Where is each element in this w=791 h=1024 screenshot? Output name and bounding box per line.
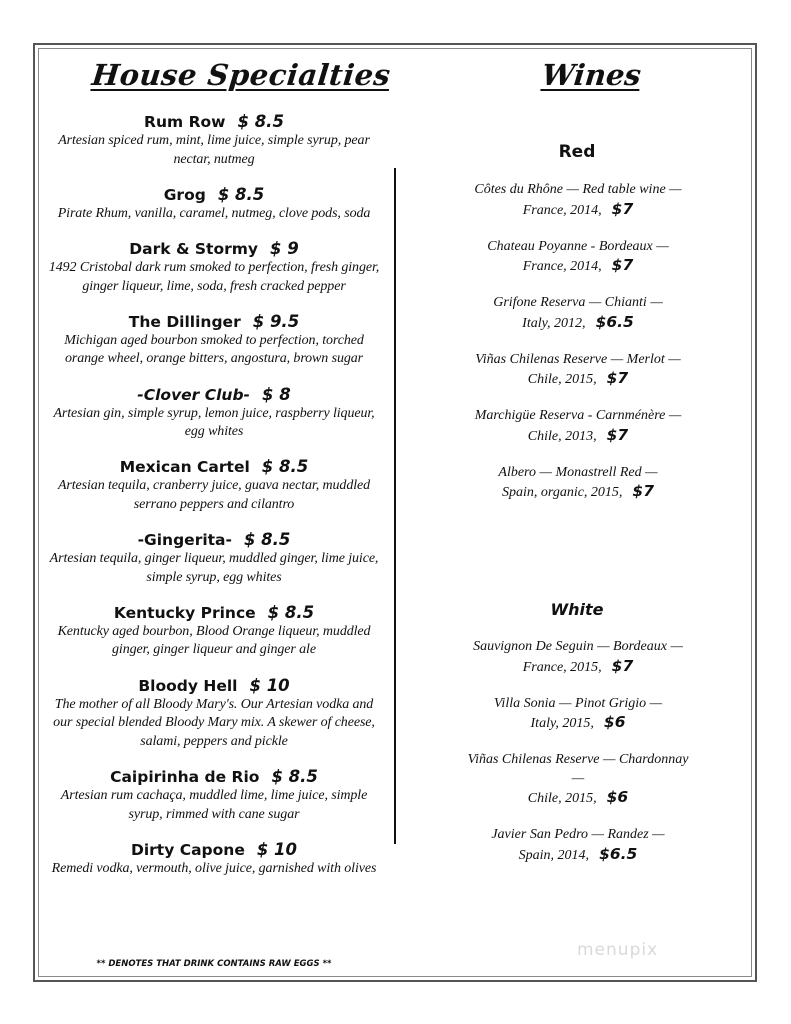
drink-price: $ 10 [249,675,290,695]
wine-origin: Chile, 2013, [527,428,597,444]
red-wines-title: Red [558,142,596,162]
drink-name: The Dillinger [128,312,241,331]
white-wines-title: White [550,600,604,619]
drink-item [44,112,384,169]
drink-name: Kentucky Prince [113,603,256,622]
drink-description: Artesian spiced rum, mint, lime juice, simple syrup, pear nectar, nutmeg [58,133,370,167]
drink-title [44,457,384,477]
raw-eggs-note: ** DENOTES THAT DRINK CONTAINS RAW EGGS ** [96,959,332,969]
drink-title [44,185,384,205]
wine-name-line: Villa Sonia — Pinot Grigio — [493,695,663,711]
drink-description: Pirate Rhum, vanilla, caramel, nutmeg, clove pods, soda [57,205,371,221]
wine-item [462,826,694,865]
wine-price: $7 [611,256,634,275]
wine-item [462,238,694,277]
drink-price: $ 8.5 [267,602,315,622]
wine-item [462,751,694,809]
wine-item [462,351,694,390]
house-specialties-heading: House Specialties [90,58,393,92]
drink-item [44,767,384,824]
drink-item [44,239,384,296]
wine-price: $7 [606,369,629,388]
wines-heading: Wines [540,58,643,92]
wine-name-line: Viñas Chilenas Reserve — Merlot — [475,351,681,367]
drink-list [44,112,384,894]
drink-name: -Clover Club- [137,385,250,404]
drink-item [44,312,384,369]
wine-name-line: Sauvignon De Seguin — Bordeaux — [473,639,683,654]
wine-price: $6 [606,788,629,807]
wine-name-line: Javier San Pedro — Randez — [491,827,665,843]
wine-price: $7 [611,656,634,675]
drink-title [44,840,384,860]
drink-description: The mother of all Bloody Mary's. Our Artesian vodka and our special blended Bloody Mary mix. A skewer of cheese, salami, peppers and pickle [53,696,375,749]
wine-name-line: Albero — Monastrell Red — [498,464,658,480]
drink-price: $ 9 [270,238,299,258]
wine-origin: France, 2014, [522,259,602,275]
wine-origin-line [462,313,694,334]
wine-origin-line [462,256,694,277]
drink-item [44,385,384,442]
drink-title [44,676,384,696]
drink-name: Dark & Stormy [129,239,258,258]
column-divider [394,168,396,844]
drink-price: $ 10 [256,839,298,859]
wine-origin-line [462,657,694,678]
drink-title [44,239,384,259]
wine-origin-line [462,482,694,503]
red-wine-list [462,181,694,521]
wine-item [462,181,694,220]
wine-origin: Chile, 2015, [527,372,597,388]
wine-name-line: Chateau Poyanne - Bordeaux — [487,238,669,254]
wine-price: $6 [603,713,626,732]
drink-description: Artesian rum cachaça, muddled lime, lime juice, simple syrup, rimmed with cane sugar [60,788,368,822]
drink-title [44,112,384,132]
drink-price: $ 9.5 [252,311,300,331]
wine-name-line: Viñas Chilenas Reserve — Chardonnay— [467,752,689,786]
drink-description: Artesian tequila, cranberry juice, guava nectar, muddled serrano peppers and cilantro [57,478,371,512]
wine-item [462,695,694,734]
wine-item [462,638,694,677]
wine-item [462,464,694,503]
wine-price: $7 [611,199,634,218]
menupix-watermark: menupix [577,940,659,960]
drink-name: Caipirinha de Rio [110,768,260,787]
drink-description: Artesian gin, simple syrup, lemon juice, raspberry liqueur, egg whites [53,405,375,440]
wine-origin-line [462,845,694,866]
wine-origin: Spain, 2014, [518,847,590,863]
drink-name: Dirty Capone [130,840,245,859]
wine-name-line: Marchigüe Reserva - Carnménère — [474,408,682,424]
drink-item [44,457,384,514]
drink-item [44,676,384,752]
white-wine-list [462,638,694,883]
wine-item [462,407,694,446]
drink-title [44,385,384,405]
drink-price: $ 8.5 [261,457,309,477]
drink-name: -Gingerita- [137,531,232,550]
wine-origin: Spain, organic, 2015, [502,485,623,501]
drink-price: $ 8.5 [217,184,265,204]
wine-origin-line [462,369,694,390]
drink-name: Grog [163,185,206,204]
drink-title [44,603,384,623]
drink-price: $ 8.5 [243,530,291,550]
wine-name-line: Grifone Reserva — Chianti — [493,295,663,311]
wine-item [462,294,694,333]
drink-price: $ 8.5 [237,112,284,131]
wine-price: $7 [632,482,654,501]
drink-item [44,185,384,224]
drink-description: Michigan aged bourbon smoked to perfection, torched orange wheel, orange bitters, angostura, brown sugar [64,332,364,367]
wine-origin: France, 2014, [522,202,602,218]
drink-title [44,767,384,787]
drink-name: Rum Row [144,113,226,131]
wine-origin-line [462,788,694,809]
wine-origin: Italy, 2012, [522,315,586,331]
drink-item [44,530,384,587]
drink-item [44,840,384,879]
wine-price: $6.5 [599,844,638,863]
drink-name: Bloody Hell [138,676,238,695]
wine-origin-line [462,426,694,447]
wine-origin-line [462,200,694,221]
drink-description: Remedi vodka, vermouth, olive juice, garnished with olives [51,860,377,876]
drink-description: Kentucky aged bourbon, Blood Orange liqueur, muddled ginger, ginger liqueur and ginger ale [57,623,371,658]
wine-origin: Chile, 2015, [527,791,597,807]
wine-origin: Italy, 2015, [530,716,594,732]
drink-item [44,603,384,660]
drink-description: Artesian tequila, ginger liqueur, muddled ginger, lime juice, simple syrup, egg whites [49,551,379,585]
wine-price: $6.5 [595,312,634,331]
wine-price: $7 [606,425,629,444]
drink-name: Mexican Cartel [119,458,250,477]
wine-origin: France, 2015, [522,659,602,675]
drink-description: 1492 Cristobal dark rum smoked to perfection, fresh ginger, ginger liqueur, lime, soda, fresh cracked pepper [48,259,380,294]
wine-origin-line [462,713,694,734]
wine-name-line: Côtes du Rhône — Red table wine — [474,182,682,197]
drink-title [44,312,384,332]
drink-title [44,530,384,550]
drink-price: $ 8 [261,384,291,404]
drink-price: $ 8.5 [271,767,318,787]
